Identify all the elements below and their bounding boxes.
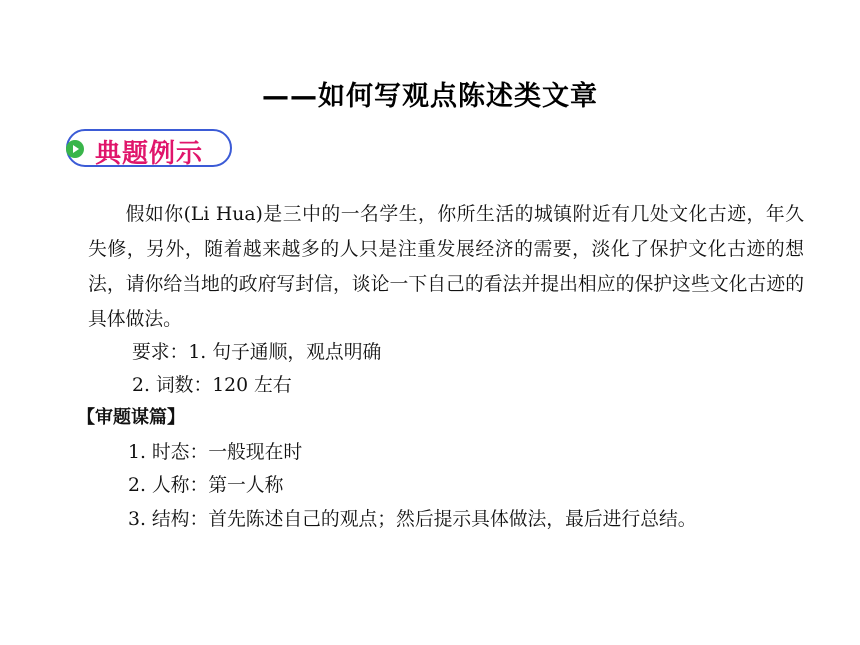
play-circle-icon (66, 140, 84, 158)
prompt-paragraph: 假如你(Li Hua)是三中的一名学生，你所生活的城镇附近有几处文化古迹，年久失修，另外，随着越来越多的人只是注重发展经济的需要，淡化了保护文化古迹的想法，请你给当地的政府写封信，谈论一下自己的看法并提出相应的保护这些文化古迹的具体做法。 (88, 204, 804, 330)
analysis-heading: 【审题谋篇】 (77, 407, 185, 428)
page-title: ——如何写观点陈述类文章 (262, 81, 598, 112)
badge-label: 典题例示 (95, 139, 204, 169)
requirement-2: 2. 词数：120 左右 (132, 375, 292, 396)
analysis-item-structure: 3. 结构：首先陈述自己的观点；然后提示具体做法，最后进行总结。 (128, 509, 697, 530)
requirement-1: 要求：1. 句子通顺，观点明确 (132, 342, 382, 363)
section-badge (66, 129, 232, 167)
analysis-item-person: 2. 人称：第一人称 (128, 475, 284, 496)
analysis-item-tense: 1. 时态：一般现在时 (128, 442, 303, 463)
